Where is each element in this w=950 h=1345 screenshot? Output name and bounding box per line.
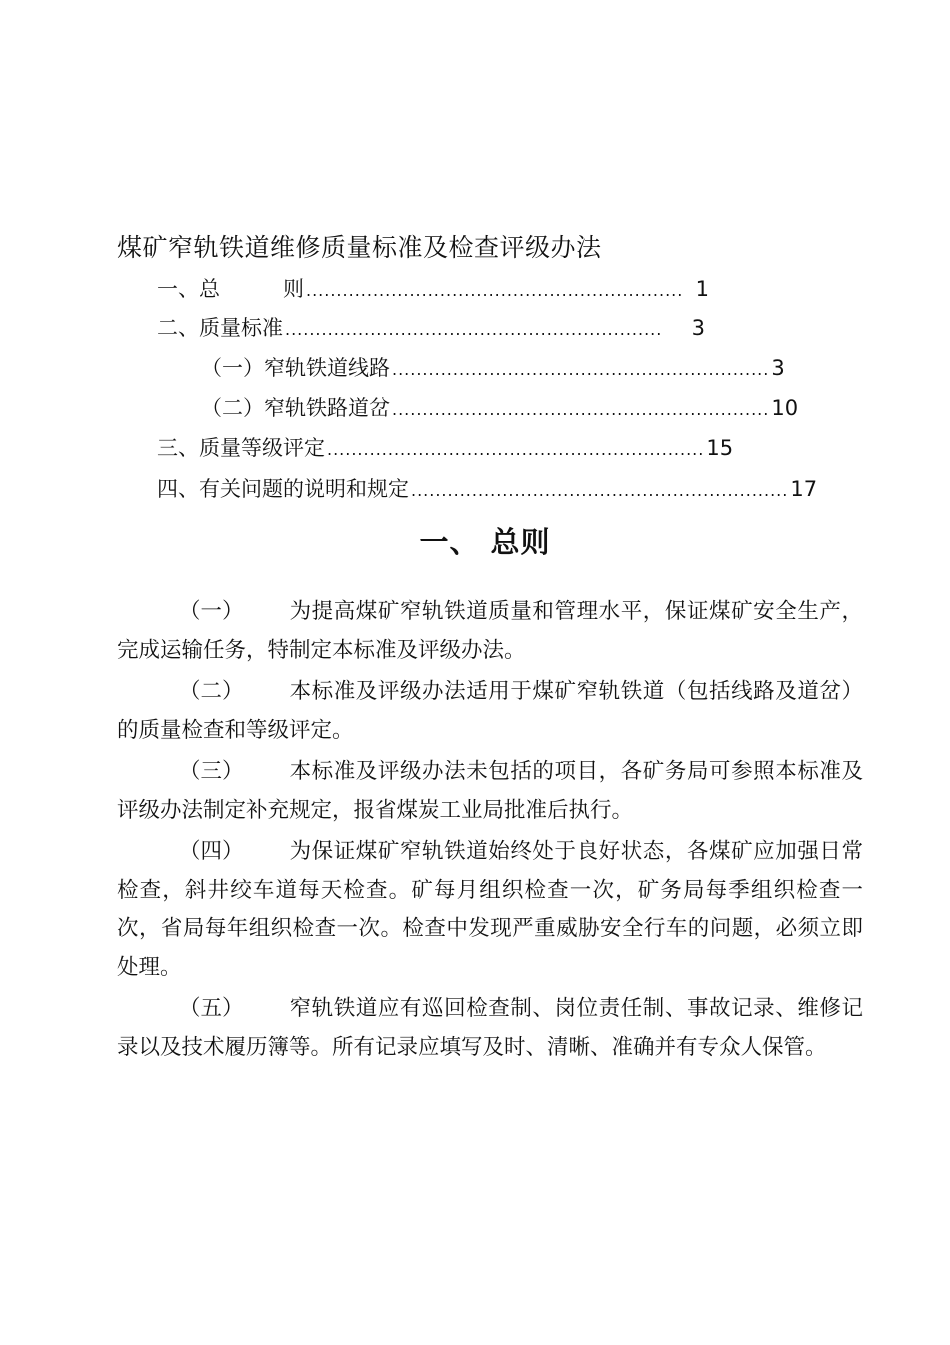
toc-page-number: 3 — [771, 356, 785, 380]
toc-page-number: 10 — [771, 396, 799, 420]
paragraph — [117, 833, 863, 987]
section-heading: 一、 总则 — [419, 525, 551, 559]
paragraph-text: 窄轨铁道应有巡回检查制、岗位责任制、事故记录、维修记录以及技术履历簿等。所有记录应填写及时、清晰、准确并有专众人保管。 — [117, 996, 863, 1060]
paragraph-number: （三） — [179, 759, 244, 784]
paragraph-text: 本标准及评级办法适用于煤矿窄轨铁道（包括线路及道岔）的质量检查和等级评定。 — [117, 679, 863, 743]
paragraph — [117, 990, 863, 1067]
toc-entry[interactable] — [201, 353, 785, 383]
paragraph-number: （四） — [179, 839, 244, 864]
paragraph-text: 本标准及评级办法未包括的项目，各矿务局可参照本标准及评级办法制定补充规定，报省煤炭工业局批准后执行。 — [117, 759, 863, 823]
toc-label: 三、质量等级评定 — [157, 436, 325, 460]
toc-page-number: 17 — [790, 477, 818, 501]
document-title: 煤矿窄轨铁道维修质量标准及检查评级办法 — [117, 233, 602, 262]
toc-leader-dots: .............................................................. — [285, 320, 663, 339]
paragraph — [117, 673, 863, 750]
toc-label: 一、总 则 — [157, 277, 304, 301]
toc-entry[interactable] — [157, 313, 705, 343]
toc-label: 二、质量标准 — [157, 316, 283, 340]
toc-label: （二）窄轨铁路道岔 — [201, 396, 390, 420]
paragraph-number: （五） — [179, 996, 244, 1021]
toc-entry[interactable] — [201, 393, 799, 423]
toc-page-number: 1 — [695, 277, 709, 301]
toc-entry[interactable] — [157, 433, 734, 463]
toc-page-number: 3 — [691, 316, 705, 340]
toc-entry[interactable] — [157, 274, 709, 304]
document-body — [117, 593, 863, 1070]
toc-leader-dots: .............................................................. — [411, 481, 789, 500]
toc-leader-dots: .............................................................. — [306, 281, 684, 300]
paragraph — [117, 593, 863, 670]
paragraph-number: （一） — [179, 599, 244, 624]
toc-leader-dots: .............................................................. — [392, 400, 770, 419]
paragraph-text: 为保证煤矿窄轨铁道始终处于良好状态，各煤矿应加强日常检查，斜井绞车道每天检查。矿每月组织检查一次，矿务局每季组织检查一次，省局每年组织检查一次。检查中发现严重威胁安全行车的问题，必须立即处理。 — [117, 839, 863, 980]
toc-label: （一）窄轨铁道线路 — [201, 356, 390, 380]
toc-label: 四、有关问题的说明和规定 — [157, 477, 409, 501]
toc-leader-dots: .............................................................. — [392, 360, 770, 379]
paragraph — [117, 753, 863, 830]
toc-leader-dots: .............................................................. — [327, 440, 705, 459]
paragraph-text: 为提高煤矿窄轨铁道质量和管理水平，保证煤矿安全生产，完成运输任务，特制定本标准及评级办法。 — [117, 599, 863, 663]
paragraph-number: （二） — [179, 679, 244, 704]
toc-page-number: 15 — [706, 436, 734, 460]
toc-entry[interactable] — [157, 474, 818, 504]
